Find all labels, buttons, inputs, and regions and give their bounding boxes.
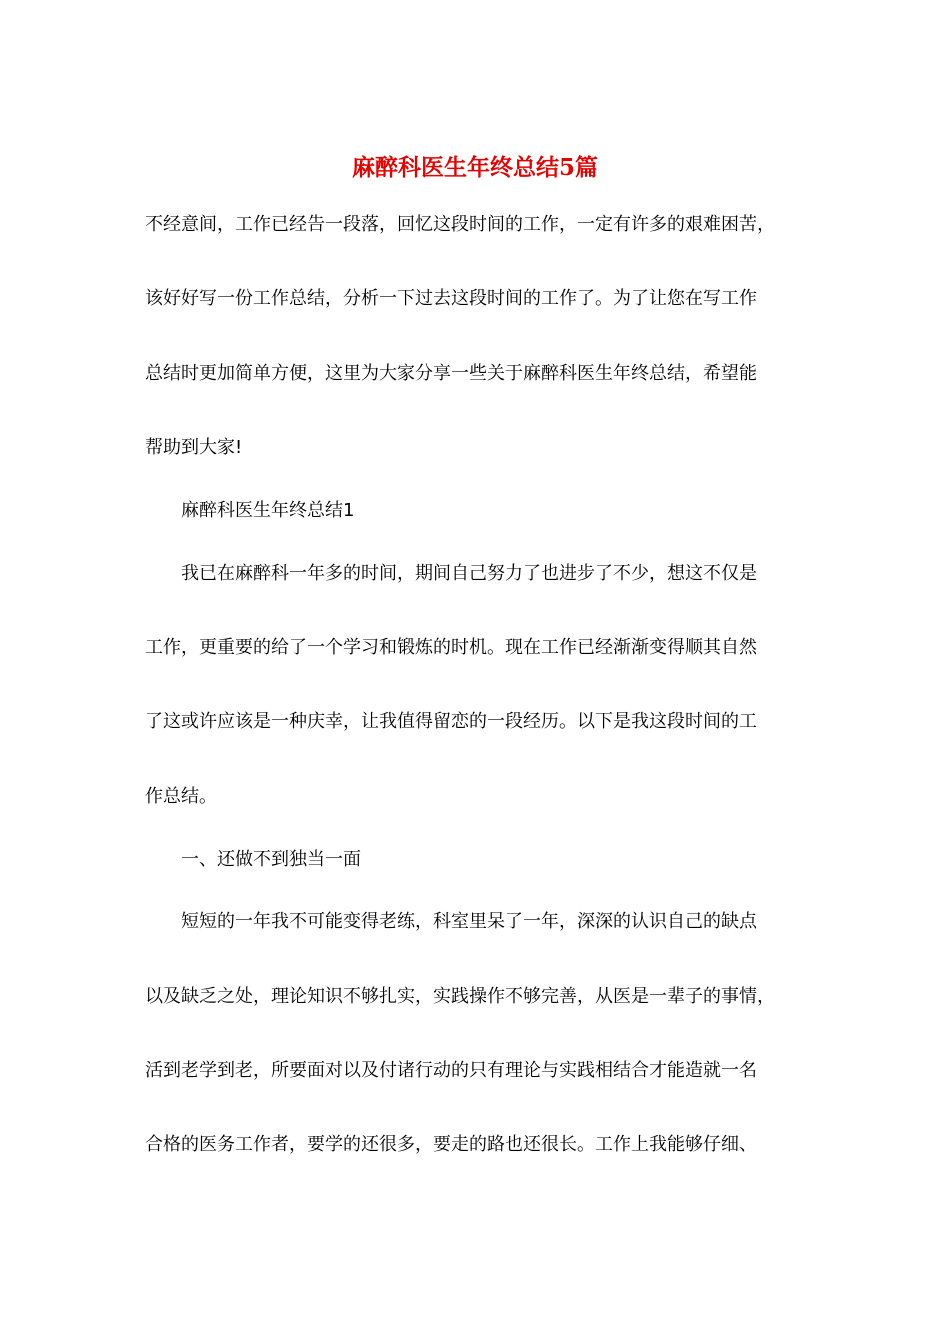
paragraph-2-line-1: 短短的一年我不可能变得老练，科室里呆了一年，深深的认识自己的缺点 xyxy=(181,911,757,932)
paragraph-1-line-1: 我已在麻醉科一年多的时间，期间自己努力了也进步了不少，想这不仅是 xyxy=(181,563,757,584)
intro-line-3: 总结时更加简单方便，这里为大家分享一些关于麻醉科医生年终总结，希望能 xyxy=(145,363,757,384)
intro-line-1: 不经意间，工作已经告一段落，回忆这段时间的工作，一定有许多的艰难困苦， xyxy=(145,214,775,235)
paragraph-1-line-3: 了这或许应该是一种庆幸，让我值得留恋的一段经历。以下是我这段时间的工 xyxy=(145,711,757,732)
intro-line-4: 帮助到大家! xyxy=(145,437,243,458)
paragraph-2-line-4: 合格的医务工作者，要学的还很多，要走的路也还很长。工作上我能够仔细、 xyxy=(145,1134,757,1155)
paragraph-2-line-2: 以及缺乏之处，理论知识不够扎实，实践操作不够完善，从医是一辈子的事情， xyxy=(145,986,775,1007)
intro-line-2: 该好好写一份工作总结，分析一下过去这段时间的工作了。为了让您在写工作 xyxy=(145,288,757,309)
section-heading-1: 麻醉科医生年终总结1 xyxy=(181,500,355,521)
paragraph-1-line-4: 作总结。 xyxy=(145,786,217,807)
document-title: 麻醉科医生年终总结5篇 xyxy=(351,154,598,181)
subheading-1: 一、还做不到独当一面 xyxy=(181,849,361,870)
paragraph-1-line-2: 工作，更重要的给了一个学习和锻炼的时机。现在工作已经渐渐变得顺其自然 xyxy=(145,637,757,658)
paragraph-2-line-3: 活到老学到老，所要面对以及付诸行动的只有理论与实践相结合才能造就一名 xyxy=(145,1060,757,1081)
